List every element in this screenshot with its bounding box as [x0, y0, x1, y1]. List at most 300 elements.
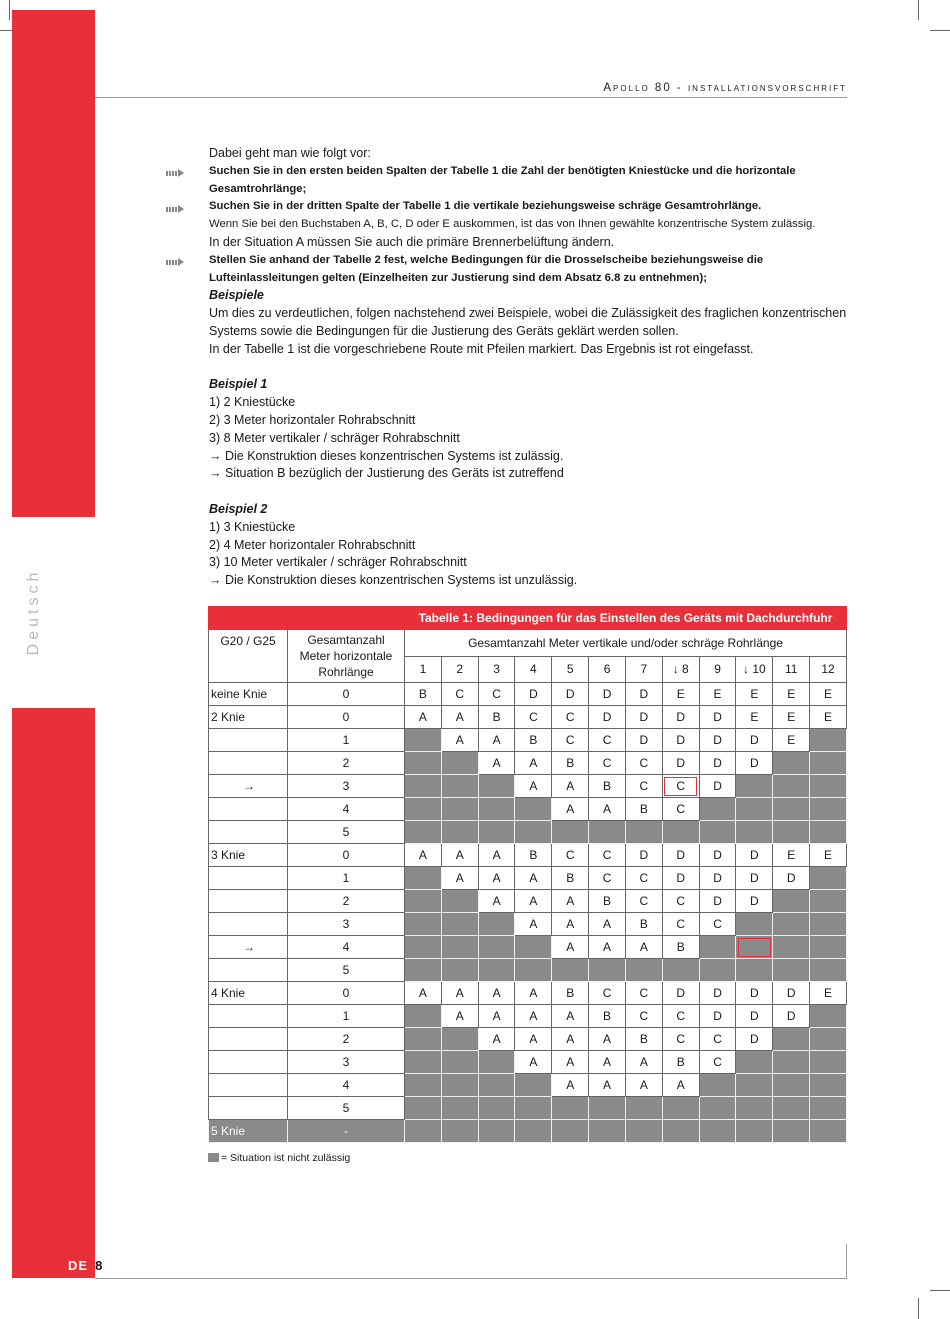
table-row [209, 729, 847, 752]
example-2-heading: Beispiel 2 [209, 501, 268, 516]
situation-cell: A [515, 1028, 552, 1051]
situation-cell: A [589, 936, 626, 959]
vertical-column-header: 4 [515, 656, 552, 683]
knee-count-cell: 3 Knie [209, 844, 288, 867]
not-allowed-cell [773, 936, 810, 959]
situation-cell: D [736, 1005, 773, 1028]
not-allowed-cell [625, 821, 662, 844]
not-allowed-cell [441, 1074, 478, 1097]
page-lang-code: DE [68, 1258, 89, 1273]
example-2-line: 1) 3 Kniestücke [209, 519, 296, 534]
situation-cell: B [589, 775, 626, 798]
situation-cell: A [552, 890, 589, 913]
horizontal-length-cell: 5 [288, 959, 405, 982]
not-allowed-cell [478, 1074, 515, 1097]
situation-cell: A [478, 844, 515, 867]
col-header-gas: G20 / G25 [209, 630, 288, 683]
situation-cell: A [478, 729, 515, 752]
table-row [209, 706, 847, 729]
situation-cell: B [662, 1051, 699, 1074]
table-row [209, 1120, 847, 1143]
not-allowed-cell [736, 775, 773, 798]
situation-cell: B [589, 1005, 626, 1028]
situation-cell: D [699, 867, 736, 890]
situation-cell: A [552, 798, 589, 821]
situation-cell: A [552, 775, 589, 798]
not-allowed-cell [773, 1097, 810, 1120]
situation-cell: C [478, 683, 515, 706]
not-allowed-cell [405, 867, 442, 890]
situation-cell: A [441, 867, 478, 890]
not-allowed-cell [589, 959, 626, 982]
not-allowed-cell [515, 798, 552, 821]
not-allowed-cell [736, 798, 773, 821]
not-allowed-cell [625, 1120, 662, 1143]
vertical-column-header: 12 [810, 656, 847, 683]
not-allowed-cell [478, 959, 515, 982]
not-allowed-cell [405, 1120, 442, 1143]
situation-cell: D [699, 775, 736, 798]
situation-cell: E [810, 982, 847, 1005]
situation-cell: C [589, 982, 626, 1005]
situation-cell: E [810, 683, 847, 706]
sidebar-red-band-top [12, 10, 95, 517]
knee-count-cell: 2 Knie [209, 706, 288, 729]
step-2: Suchen Sie in der dritten Spalte der Tabelle 1 die vertikale beziehungsweise schräge Gesamtrohrlänge. [209, 200, 762, 213]
not-allowed-cell [662, 959, 699, 982]
example-2-line: 3) 10 Meter vertikaler / schräger Rohrabschnitt [209, 555, 467, 570]
not-allowed-cell [441, 1120, 478, 1143]
situation-cell: B [552, 867, 589, 890]
situation-cell: D [736, 844, 773, 867]
situation-cell: C [625, 982, 662, 1005]
situation-cell: A [515, 1051, 552, 1074]
horizontal-length-cell: 1 [288, 729, 405, 752]
knee-count-cell [209, 821, 288, 844]
example-1-line: → Situation B bezüglich der Justierung des Geräts ist zutreffend [209, 466, 564, 481]
not-allowed-cell [773, 821, 810, 844]
situation-cell: A [552, 1005, 589, 1028]
not-allowed-cell [405, 798, 442, 821]
not-allowed-cell [478, 1051, 515, 1074]
table-row [209, 683, 847, 706]
not-allowed-cell [441, 913, 478, 936]
situation-cell: A [589, 1051, 626, 1074]
not-allowed-cell [810, 1051, 847, 1074]
horizontal-length-cell: 4 [288, 1074, 405, 1097]
not-allowed-cell [589, 1120, 626, 1143]
horizontal-length-cell: 4 [288, 798, 405, 821]
table-title: Tabelle 1: Bedingungen für das Einstellen des Geräts mit Dachdurchfuhr [405, 607, 847, 630]
horizontal-length-cell: 1 [288, 1005, 405, 1028]
situation-cell: D [773, 982, 810, 1005]
not-allowed-cell [515, 821, 552, 844]
not-allowed-cell [441, 936, 478, 959]
table-row [209, 798, 847, 821]
not-allowed-cell [736, 959, 773, 982]
not-allowed-cell [478, 913, 515, 936]
situation-cell: B [625, 913, 662, 936]
not-allowed-cell [810, 936, 847, 959]
situation-cell: C [662, 1005, 699, 1028]
situation-cell: D [699, 890, 736, 913]
situation-cell: E [736, 683, 773, 706]
situation-cell: A [552, 1028, 589, 1051]
situation-cell: C [552, 844, 589, 867]
not-allowed-cell [736, 1097, 773, 1120]
vertical-column-header: 6 [589, 656, 626, 683]
situation-cell: A [441, 1005, 478, 1028]
situation-cell: C [625, 752, 662, 775]
not-allowed-cell [552, 1120, 589, 1143]
not-allowed-cell [699, 1120, 736, 1143]
situation-cell: C [441, 683, 478, 706]
situation-cell: A [662, 1074, 699, 1097]
situation-cell: C [589, 844, 626, 867]
situation-cell: E [773, 683, 810, 706]
not-allowed-cell [810, 798, 847, 821]
situation-cell: A [478, 867, 515, 890]
not-allowed-cell [699, 936, 736, 959]
vertical-column-header: 5 [552, 656, 589, 683]
knee-count-cell [209, 1051, 288, 1074]
situation-cell: D [625, 844, 662, 867]
not-allowed-cell [773, 1028, 810, 1051]
situation-cell: E [810, 844, 847, 867]
col-header-horizontal: Gesamtanzahl Meter horizontale Rohrlänge [288, 630, 405, 683]
knee-count-cell [209, 1097, 288, 1120]
step-3: Stellen Sie anhand der Tabelle 2 fest, welche Bedingungen für die Drosselscheibe beziehungsweise die Lufteinlassleitungen gelten (Einzelheiten zur Justierung sind dem Absatz 6.8 zu entnehmen); [209, 253, 764, 284]
situation-cell: A [552, 913, 589, 936]
not-allowed-cell [478, 775, 515, 798]
situation-cell: D [662, 752, 699, 775]
situation-cell: A [441, 844, 478, 867]
situation-cell: A [441, 982, 478, 1005]
knee-count-cell [209, 1028, 288, 1051]
not-allowed-cell [552, 821, 589, 844]
situation-cell: A [625, 936, 662, 959]
not-allowed-cell [405, 890, 442, 913]
situation-cell: C [662, 890, 699, 913]
table-row [209, 936, 847, 959]
not-allowed-cell [773, 798, 810, 821]
horizontal-length-cell: - [288, 1120, 405, 1143]
not-allowed-cell [441, 890, 478, 913]
not-allowed-cell [662, 1120, 699, 1143]
situation-cell: A [478, 1028, 515, 1051]
situation-cell: A [515, 1005, 552, 1028]
not-allowed-cell [478, 798, 515, 821]
result-highlight-cell [736, 936, 773, 959]
horizontal-length-cell: 3 [288, 913, 405, 936]
body-text [209, 145, 849, 590]
situation-cell: A [515, 890, 552, 913]
situation-cell: A [625, 1074, 662, 1097]
situation-cell: B [662, 936, 699, 959]
not-allowed-cell [773, 775, 810, 798]
knee-count-cell [209, 867, 288, 890]
not-allowed-cell [773, 1051, 810, 1074]
example-1-line: → Die Konstruktion dieses konzentrischen Systems ist zulässig. [209, 448, 564, 463]
not-allowed-cell [552, 959, 589, 982]
horizontal-length-cell: 0 [288, 844, 405, 867]
situation-cell: C [552, 706, 589, 729]
not-allowed-cell [810, 1120, 847, 1143]
examples-text-2: In der Tabelle 1 ist die vorgeschriebene Route mit Pfeilen markiert. Das Ergebnis ist rot eingefasst. [209, 341, 754, 356]
not-allowed-cell [662, 1097, 699, 1120]
example-1-line: 2) 3 Meter horizontaler Rohrabschnitt [209, 412, 416, 427]
not-allowed-cell [441, 1097, 478, 1120]
knee-count-cell: 4 Knie [209, 982, 288, 1005]
route-arrow-icon: → [209, 936, 288, 959]
crop-mark [930, 1290, 950, 1291]
situation-cell: C [699, 1051, 736, 1074]
crop-mark [918, 0, 919, 20]
situation-cell: E [810, 706, 847, 729]
step-2-note-1: Wenn Sie bei den Buchstaben A, B, C, D oder E auskommen, ist das von Ihnen gewählte konzentrische System zulässig. [209, 218, 816, 231]
horizontal-length-cell: 0 [288, 706, 405, 729]
knee-count-cell [209, 913, 288, 936]
horizontal-length-cell: 4 [288, 936, 405, 959]
situation-cell: D [625, 683, 662, 706]
knee-count-cell [209, 890, 288, 913]
knee-count-cell [209, 798, 288, 821]
not-allowed-cell [810, 729, 847, 752]
situation-cell: D [699, 706, 736, 729]
situation-cell: D [736, 890, 773, 913]
not-allowed-cell [589, 821, 626, 844]
vertical-column-header: 9 [699, 656, 736, 683]
not-allowed-cell [773, 890, 810, 913]
not-allowed-cell [662, 821, 699, 844]
not-allowed-cell [773, 1120, 810, 1143]
situation-cell: E [773, 706, 810, 729]
table-row [209, 775, 847, 798]
not-allowed-cell [405, 936, 442, 959]
situation-cell: B [625, 798, 662, 821]
situation-cell: E [699, 683, 736, 706]
legend-text: = Situation ist nicht zulässig [221, 1152, 351, 1164]
situation-cell: A [515, 775, 552, 798]
situation-cell: D [625, 729, 662, 752]
situation-cell: B [405, 683, 442, 706]
example-2-line: 2) 4 Meter horizontaler Rohrabschnitt [209, 537, 416, 552]
not-allowed-cell [441, 959, 478, 982]
situation-cell: A [478, 752, 515, 775]
example-1-heading: Beispiel 1 [209, 377, 268, 392]
situation-cell: C [662, 1028, 699, 1051]
vertical-column-header: 3 [478, 656, 515, 683]
situation-cell: A [625, 1051, 662, 1074]
situation-cell: E [662, 683, 699, 706]
not-allowed-cell [810, 890, 847, 913]
crop-mark [930, 30, 950, 31]
situation-cell: D [515, 683, 552, 706]
step-1: Suchen Sie in den ersten beiden Spalten der Tabelle 1 die Zahl der benötigten Kniestücke und die horizontale Gesamtrohrlänge; [209, 164, 796, 195]
situation-cell: E [773, 844, 810, 867]
situation-cell: A [405, 982, 442, 1005]
not-allowed-cell [736, 1120, 773, 1143]
footer-rule [95, 1278, 847, 1279]
situation-cell: C [699, 1028, 736, 1051]
situation-cell: C [589, 752, 626, 775]
knee-count-cell: 5 Knie [209, 1120, 288, 1143]
situation-cell: D [662, 844, 699, 867]
situation-cell: C [625, 890, 662, 913]
intro-text: Dabei geht man wie folgt vor: [209, 146, 371, 160]
not-allowed-cell [699, 959, 736, 982]
not-allowed-cell [736, 821, 773, 844]
not-allowed-cell [810, 913, 847, 936]
not-allowed-cell [515, 959, 552, 982]
not-allowed-cell [773, 913, 810, 936]
situation-cell: A [478, 982, 515, 1005]
situation-cell: D [662, 729, 699, 752]
table-row [209, 844, 847, 867]
table-row [209, 752, 847, 775]
vertical-column-header: 7 [625, 656, 662, 683]
not-allowed-cell [405, 913, 442, 936]
situation-cell: C [699, 913, 736, 936]
table-row [209, 821, 847, 844]
grey-swatch-icon [208, 1153, 219, 1162]
not-allowed-cell [405, 752, 442, 775]
col-header-vertical: Gesamtanzahl Meter vertikale und/oder schräge Rohrlänge [405, 630, 847, 657]
situation-cell: D [736, 1028, 773, 1051]
not-allowed-cell [515, 936, 552, 959]
not-allowed-cell [405, 775, 442, 798]
knee-count-cell [209, 752, 288, 775]
situation-cell: D [699, 982, 736, 1005]
situation-cell: A [515, 752, 552, 775]
knee-count-cell [209, 959, 288, 982]
not-allowed-cell [478, 821, 515, 844]
situation-cell: D [589, 706, 626, 729]
sidebar-red-band-bottom [12, 708, 95, 1278]
not-allowed-cell [405, 729, 442, 752]
horizontal-length-cell: 2 [288, 1028, 405, 1051]
not-allowed-cell [736, 1051, 773, 1074]
not-allowed-cell [625, 1097, 662, 1120]
situation-cell: D [625, 706, 662, 729]
knee-count-cell [209, 1005, 288, 1028]
situation-cell: A [589, 798, 626, 821]
situation-cell: B [552, 982, 589, 1005]
situation-cell: A [515, 913, 552, 936]
situation-cell: D [699, 1005, 736, 1028]
horizontal-length-cell: 2 [288, 890, 405, 913]
crop-mark [918, 1298, 919, 1319]
not-allowed-cell [405, 1028, 442, 1051]
situation-cell: D [662, 867, 699, 890]
not-allowed-cell [810, 752, 847, 775]
situation-cell: D [662, 982, 699, 1005]
table-row [209, 913, 847, 936]
not-allowed-cell [589, 1097, 626, 1120]
situation-cell: D [736, 729, 773, 752]
situation-cell: D [699, 729, 736, 752]
situation-cell: A [405, 706, 442, 729]
situation-cell: D [699, 752, 736, 775]
table-row [209, 867, 847, 890]
not-allowed-cell [441, 798, 478, 821]
not-allowed-cell [699, 821, 736, 844]
example-2-line: → Die Konstruktion dieses konzentrischen Systems ist unzulässig. [209, 573, 578, 588]
not-allowed-cell [478, 936, 515, 959]
header-title: Apollo 80 - installationsvorschrift [603, 82, 847, 94]
situation-cell: E [736, 706, 773, 729]
not-allowed-cell [405, 1097, 442, 1120]
situation-cell: A [589, 1074, 626, 1097]
result-highlight-cell: C [662, 775, 699, 798]
not-allowed-cell [405, 821, 442, 844]
not-allowed-cell [515, 1097, 552, 1120]
not-allowed-cell [736, 913, 773, 936]
situation-cell: C [552, 729, 589, 752]
situation-cell: A [552, 1074, 589, 1097]
not-allowed-cell [441, 752, 478, 775]
situation-cell: B [589, 890, 626, 913]
table-row [209, 890, 847, 913]
situation-cell: A [441, 729, 478, 752]
header-rule [95, 97, 847, 98]
situation-cell: C [625, 1005, 662, 1028]
table-legend [208, 1152, 350, 1164]
not-allowed-cell [773, 752, 810, 775]
not-allowed-cell [441, 821, 478, 844]
not-allowed-cell [773, 1074, 810, 1097]
not-allowed-cell [552, 1097, 589, 1120]
table-row [209, 982, 847, 1005]
horizontal-length-cell: 5 [288, 821, 405, 844]
vertical-column-header: 11 [773, 656, 810, 683]
situation-cell: C [662, 913, 699, 936]
crop-mark [9, 0, 10, 20]
not-allowed-cell [441, 1051, 478, 1074]
horizontal-length-cell: 1 [288, 867, 405, 890]
horizontal-length-cell: 0 [288, 982, 405, 1005]
not-allowed-cell [441, 1028, 478, 1051]
vertical-column-header: 1 [405, 656, 442, 683]
situation-cell: C [515, 706, 552, 729]
situation-cell: A [589, 913, 626, 936]
situation-cell: A [515, 867, 552, 890]
horizontal-length-cell: 3 [288, 1051, 405, 1074]
situation-cell: B [515, 729, 552, 752]
not-allowed-cell [478, 1120, 515, 1143]
situation-cell: B [552, 752, 589, 775]
situation-cell: A [478, 890, 515, 913]
not-allowed-cell [773, 959, 810, 982]
example-1-line: 3) 8 Meter vertikaler / schräger Rohrabschnitt [209, 430, 460, 445]
step-arrow-icon [166, 169, 184, 178]
table-body [209, 683, 847, 1143]
situation-cell: A [405, 844, 442, 867]
footer-vertical-rule [846, 1244, 847, 1278]
language-side-label: Deutsch [25, 568, 42, 656]
not-allowed-cell [405, 1074, 442, 1097]
situation-cell: A [515, 982, 552, 1005]
page-number: 8 [95, 1258, 103, 1273]
situation-cell: D [736, 867, 773, 890]
not-allowed-cell [699, 1074, 736, 1097]
examples-heading: Beispiele [209, 288, 264, 303]
not-allowed-cell [405, 1005, 442, 1028]
vertical-column-header: ↓ 8 [662, 656, 699, 683]
not-allowed-cell [810, 775, 847, 798]
knee-count-cell [209, 729, 288, 752]
examples-text-1: Um dies zu verdeutlichen, folgen nachstehend zwei Beispiele, wobei die Zulässigkeit des fraglichen konzentrischen Systems sowie die Bedingungen für die Justierung des Geräts geklärt werden sollen. [209, 306, 847, 338]
